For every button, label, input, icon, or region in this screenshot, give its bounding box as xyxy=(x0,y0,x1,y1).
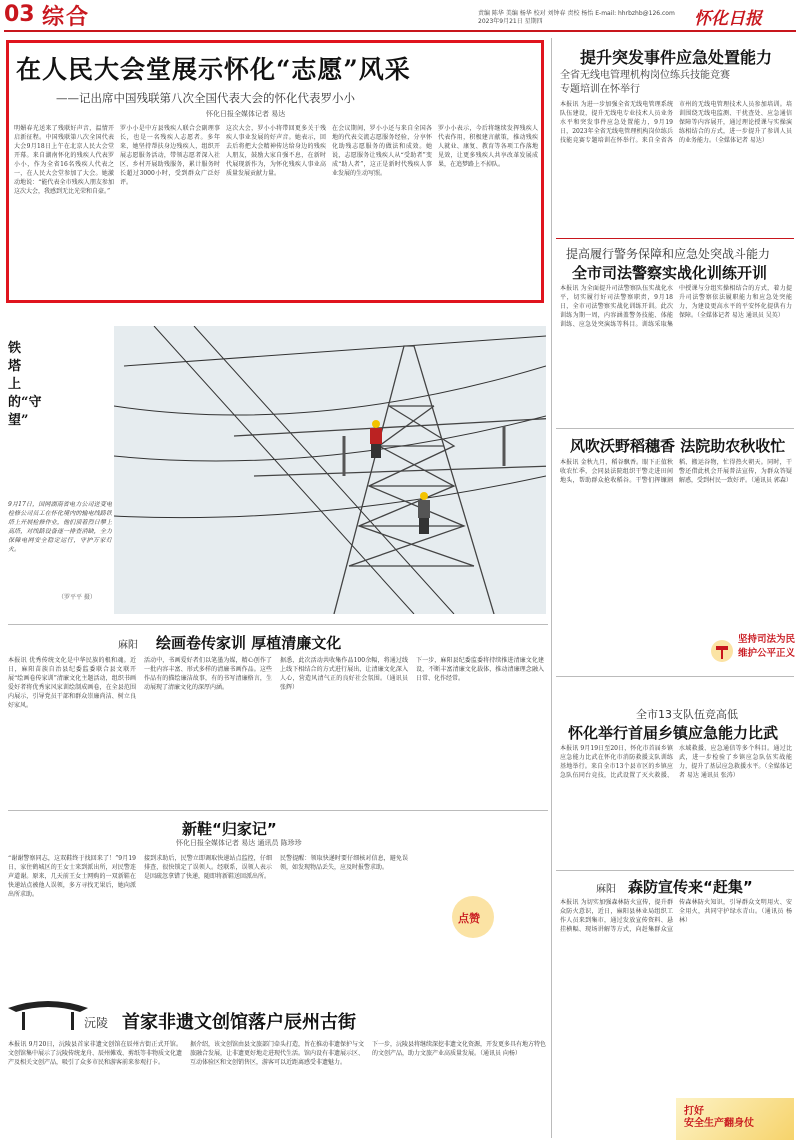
right-article-1-body: 本报讯 为进一步加强全省无线电管理系统队伍建设，提升无线电专业技术人员业务水平和突发事件应急处置能力，9月19日，2023年全省无线电管理机构岗位练兵技能竞赛专题培训在怀举行。来自全省各市州的无线电管理技术人员参加培训。培训围绕无线电监测、干扰查处、应急通信保障等内容展开，通过理论授课与实操演练相结合的方式，进一步提升了参训人员的业务能力。（全媒体记者 易达） xyxy=(560,101,792,144)
photo-story-title[interactable]: 铁塔上的“守望” xyxy=(8,341,42,428)
right-article-5-body: 本报讯 为切实加强森林防火宣传，提升群众防火意识，近日，麻阳县林业局组织工作人员来到集市，通过发放宣传资料、悬挂横幅、现场讲解等方式，向赶集群众宣传森林防火知识，引导群众文明用火、安全用火，共同守护绿水青山。（通讯员 杨林） xyxy=(560,899,792,933)
right-article-2-title[interactable]: 全市司法警察实战化训练开训 xyxy=(572,264,768,282)
main-article-byline: 怀化日报全媒体记者 易达 xyxy=(206,110,286,118)
shoes-article-col-3: 民警提醒：领取快递时要仔细核对信息，避免误领，如发现物品丢失，应及时报警求助。 xyxy=(280,855,408,871)
mid-article-place: 麻阳 xyxy=(118,640,138,651)
main-article-title[interactable]: 在人民大会堂展示怀化“志愿”风采 xyxy=(16,55,411,84)
safety-banner-line-2: 安全生产翻身仗 xyxy=(684,1118,754,1129)
mid-article-col-4: 下一步，麻阳县纪委监委将持续推进清廉文化建设，不断丰富清廉文化载体，推动清廉理念融入日常、化作经常。 xyxy=(416,657,544,682)
right-article-4-kicker: 全市13支队伍竞高低 xyxy=(636,708,738,721)
main-article-col-5: 罗小小表示，今后将继续发挥残疾人代表作用，积极建言献策，推动残疾人就业、康复、教育等各项工作落地见效，让更多残疾人共享改革发展成果，在追梦路上不掉队。 xyxy=(438,125,538,168)
section-rule xyxy=(8,810,548,811)
main-article-col-2: 罗小小是中方县残疾人联合会副理事长，也是一名残疾人志愿者。多年来，她坚持帮扶身边残疾人，组织开展志愿服务活动，带领志愿者深入社区、乡村开展助残服务，累计服务时长超过3000小时，受到群众广泛好评。 xyxy=(120,125,220,186)
safety-banner-line-1: 打好 xyxy=(684,1106,704,1117)
section-rule xyxy=(8,624,548,625)
pavilion-roof-icon xyxy=(8,990,88,1034)
section-rule xyxy=(556,428,794,429)
section-rule xyxy=(556,870,794,871)
section-rule xyxy=(556,676,794,677)
right-article-5-title[interactable]: 森防宣传来“赶集” xyxy=(628,878,753,896)
right-article-1-subtitle-2: 专题培训在怀举行 xyxy=(560,84,640,95)
main-article-col-4: 在会议期间，罗小小还与来自全国各地的代表交流志愿服务经验，分享怀化助残志愿服务的做法和成效。她说，志愿服务让残疾人从“受助者”变成“助人者”，这正是新时代残疾人事业发展的生动写照。 xyxy=(332,125,432,177)
right-article-1-title[interactable]: 提升突发事件应急处置能力 xyxy=(580,48,773,67)
pylon-illustration xyxy=(114,326,546,614)
right-article-3-body: 本报讯 金秋九月，稻谷飘香。眼下正值秋收农忙季，会同县法院组织干警走进田间地头，帮助群众抢收稻谷。干警们挥镰割稻、搬运谷物，忙得热火朝天。同时，干警还借此机会开展普法宣传，为群众答疑解惑，受到村民一致好评。（通讯员 郭森） xyxy=(560,459,792,484)
right-article-4-body: 本报讯 9月19日至20日，怀化市首届乡镇应急能力比武在怀化市消防救援支队训练基地举行。来自全市13个县市区的乡镇应急队伍同台竞技，比武设置了灭火救援、水域救援、应急通信等多个科目。通过比武，进一步检验了乡镇应急队伍实战能力，提升了基层应急救援水平。（全媒体记者 易达 通讯员 张涛） xyxy=(560,745,792,779)
masthead-date: 2023年9月21日 星期四 xyxy=(478,18,543,25)
bottom-article-place: 沅陵 xyxy=(84,1016,109,1030)
masthead-rule xyxy=(4,30,796,32)
bottom-article-col-1: 本报讯 9月20日，沅陵县首家非遗文创馆在辰州古街正式开馆。文创馆集中展示了沅陵传统龙舟、辰州傩戏、剪纸等非物质文化遗产及相关文创产品，吸引了众多市民和游客前来参观打卡。 xyxy=(8,1041,182,1066)
section-name: 综合 xyxy=(42,5,91,30)
photo-credit: （罗平平 摄） xyxy=(58,594,96,601)
mid-article-col-2: 活动中，书画爱好者们以笔墨为媒，精心创作了一批内容丰富、形式多样的清廉书画作品。这些作品有的描绘廉洁故事，有的书写清廉格言，生动展现了清廉文化的深厚内涵。 xyxy=(144,657,272,691)
shoes-article-byline: 怀化日报全媒体记者 易达 通讯员 陈珍珍 xyxy=(176,839,302,847)
page-number: 03 xyxy=(4,2,35,27)
section-rule xyxy=(556,238,794,239)
right-article-2-body: 本报讯 为全面提升司法警察队伍实战化水平，切实履行好司法警察职责，9月18日，全市司法警察实战化训练开训。此次训练为期一周，内容涵盖警务技能、体能训练、应急处突演练等科目。训练采取集中授课与分组实操相结合的方式，着力提升司法警察依法履职能力和应急处突能力，为建设更高水平的平安怀化提供有力保障。（全媒体记者 易达 通讯员 吴英） xyxy=(560,285,792,328)
pylon-photo xyxy=(114,326,546,614)
main-article-col-1: 明媚春光送来了残联好声音，温情开启新征程。中国残联第八次全国代表大会9月18日上午在北京人民大会堂开幕。来自湖南怀化的残疾人代表罗小小，作为全省16名残疾人代表之一，在人民大会堂参加了大会。她激动地说：“能代表全市残疾人朋友参加这次大会，我感到无比光荣和自豪。” xyxy=(14,125,114,195)
bottom-article-title[interactable]: 首家非遗文创馆落户辰州古街 xyxy=(122,1012,356,1033)
photo-story-caption: 9月17日，国网湖南省电力公司送变电检修公司员工在怀化境内的输电线路铁塔上开展检修作业，他们顶着烈日攀上高塔，对线路设备逐一排查消缺，全力保障电网安全稳定运行，守护万家灯火。 xyxy=(8,501,112,553)
bottom-article-col-2: 据介绍，该文创馆由县文旅部门牵头打造，旨在推动非遗保护与文旅融合发展，让非遗更好地走进现代生活。馆内设有非遗展示区、互动体验区和文创销售区，游客可以近距离感受非遗魅力。 xyxy=(190,1041,364,1066)
shoes-article-title[interactable]: 新鞋“归家记” xyxy=(182,820,277,838)
right-article-4-title[interactable]: 怀化举行首届乡镇应急能力比武 xyxy=(568,724,779,742)
safety-banner-text xyxy=(684,1106,754,1130)
right-article-1-subtitle: 全省无线电管理机构岗位练兵技能竞赛 xyxy=(560,70,730,81)
promo-slogan: 坚持司法为民 维护公平正义 xyxy=(738,634,796,659)
right-article-2-kicker: 提高履行警务保障和应急处突战斗能力 xyxy=(566,247,771,261)
mid-article-col-1: 本报讯 优秀传统文化是中华民族的根和魂。近日，麻阳苗族自治县纪委监委联合县文联开展“绘画卷传家训”清廉文化主题活动，组织书画爱好者将优秀家风家训绘制成画卷，在全县范围内展示，引导党员干部和群众崇廉尚洁、树立良好家风。 xyxy=(8,657,136,709)
newspaper-logo: 怀化日报 xyxy=(694,9,762,29)
bottom-article-col-3: 下一步，沅陵县将继续深挖非遗文化资源，开发更多具有地方特色的文创产品，助力文旅产业高质量发展。（通讯员 向杨） xyxy=(372,1041,546,1057)
right-article-5-place: 麻阳 xyxy=(596,884,616,895)
masthead-info: 责编 陈华 美编 杨华 校对 刘钟春 责校 杨怡 E-mail: hhrbzhb@126.com xyxy=(478,10,675,17)
shoes-article-col-2: 接到求助后，民警立即调取快递站点监控，仔细排查，很快锁定了误领人。经联系，误领人表示是因疏忽拿错了快递，随即将新鞋送回派出所。 xyxy=(144,855,272,880)
like-stamp: 点赞 xyxy=(458,912,480,925)
right-article-3-title[interactable]: 风吹沃野稻穗香 法院助农秋收忙 xyxy=(570,437,786,455)
main-article-col-3: 这次大会，罗小小将带回更多关于残疾人事业发展的好声音。她表示，回去后将把大会精神传达给身边的残疾人朋友，鼓励大家自强不息，在新时代展现新作为，为怀化残疾人事业高质量发展贡献力量。 xyxy=(226,125,326,177)
mid-article-title[interactable]: 绘画卷传家训 厚植清廉文化 xyxy=(156,634,342,652)
mid-article-col-3: 据悉，此次活动共收集作品100余幅，将通过线上线下相结合的方式进行展出，让清廉文化深入人心，营造风清气正的良好社会氛围。（通讯员 张辉） xyxy=(280,657,408,691)
shoes-article-col-1: “谢谢警察同志，这双鞋终于找回来了！”9月19日，家住鹤城区的王女士来到派出所，对民警连声道谢。原来，几天前王女士网购的一双新鞋在快递站点被他人误领，多方寻找无果后，她向派出所求助。 xyxy=(8,855,136,898)
main-article-subtitle: ——记出席中国残联第八次全国代表大会的怀化代表罗小小 xyxy=(56,91,355,105)
column-divider xyxy=(551,38,552,1138)
